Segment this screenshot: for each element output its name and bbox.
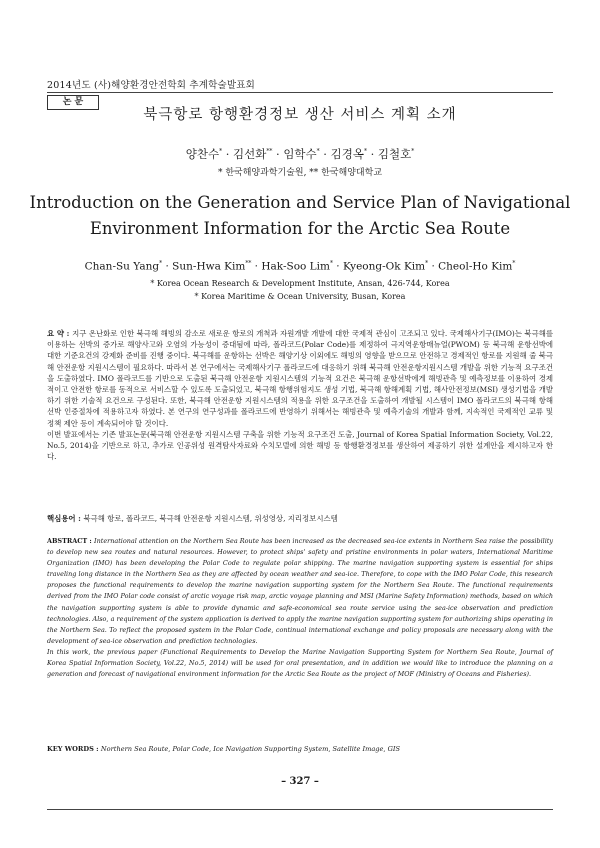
title-korean: 북극항로 항행환경정보 생산 서비스 계획 소개 — [143, 107, 457, 123]
author-mark: * — [411, 148, 415, 156]
author-mark: * — [512, 260, 516, 267]
abstract-korean — [47, 328, 553, 462]
author-separator: · — [272, 147, 284, 161]
footer-rule — [47, 809, 553, 810]
author-en: Cheol-Ho Kim — [438, 260, 513, 273]
abstract-english-label: ABSTRACT : — [47, 537, 95, 545]
page-number: – 327 – — [281, 776, 319, 787]
conference-header: 2014년도 (사)해양환경안전학회 추계학술발표회 — [47, 80, 256, 91]
author-mark: ** — [266, 148, 273, 156]
author-mark: * — [159, 260, 163, 267]
keywords-korean-text: 북극해 항로, 폴라코드, 북극해 안전운항 지원시스템, 위성영상, 지리정보시스템 — [83, 514, 338, 523]
keywords-korean — [47, 513, 553, 524]
keywords-korean-label: 핵심용어 : — [47, 514, 84, 523]
abstract-english — [47, 536, 553, 680]
abstract-korean-label: 요 약 : — [47, 329, 73, 338]
author-mark: * — [219, 148, 223, 156]
author-separator: · — [332, 260, 343, 273]
author-en: Kyeong-Ok Kim — [342, 260, 426, 273]
abstract-english-paragraph-1: International attention on the Northern Sea Route has been increased as the decreased sea-ice extents in Northern Sea raise the possibility to develop new sea routes and natural resources. However, to protect ships' safety and pristine environments in polar waters, International Maritime Organization (IMO) has been developing the Polar Code to regulate polar shipping. The marine navigation supporting system is essential for ships traveling long distance in the Northern Sea as they are affected by ocean weather and sea-ice. Therefore, to cope with the IMO Polar Code, this research proposes the functional requirements to develop the marine navigation supporting system for the Northern Sea Route. The functional requirements derived from the IMO Polar code consist of arctic voyage risk map, arctic voyage planning and MSI (Marine Safety Information) methods, based on which the navigation supporting system is able to provide dynamic and safe-economical sea route service using the sea-ice observation and prediction technologies. Also, a requirement of the system application is derived to apply the marine navigation supporting system for authorizing ships operating in the Northern Sea. To reflect the proposed system in the Polar Code, continual international exchange and policy proposals are necessary along with the development of sea-ice observation and prediction technologies. — [47, 537, 553, 645]
title-english-line1: Introduction on the Generation and Service Plan of Navigational — [29, 193, 571, 212]
abstract-korean-paragraph-2: 이번 발표에서는 기존 발표논문(북극해 안전운항 지원시스템 구축을 위한 기능적 요구조건 도출, Journal of Korea Spatial Information Society, Vol.22, No.5, 2014)을 기반으로 하고, 추가로 인공위성 원격탐사자료와 수치모델에 의한 해빙 등 항행환경정보를 생산하여 제공하기 위한 설계안을 제시하고자 한다. — [47, 429, 553, 462]
keywords-english-label: KEY WORDS : — [47, 745, 101, 753]
author-separator: · — [162, 260, 173, 273]
title-english — [0, 190, 600, 242]
article-type-badge: 논 문 — [47, 95, 99, 110]
authors-english — [0, 260, 600, 273]
affiliation-english-1: * Korea Ocean Research & Development Institute, Ansan, 426-744, Korea — [150, 279, 450, 288]
author-mark: * — [329, 260, 333, 267]
author-ko: 임학수 — [283, 147, 317, 161]
author-en: Sun-Hwa Kim — [172, 260, 246, 273]
author-ko: 김선화 — [233, 147, 267, 161]
author-mark: * — [316, 148, 320, 156]
author-en: Chan-Su Yang — [84, 260, 160, 273]
keywords-english — [47, 745, 553, 753]
affiliation-korean: * 한국해양과학기술원, ** 한국해양대학교 — [217, 168, 383, 178]
affiliation-english-2: * Korea Maritime & Ocean University, Busan, Korea — [194, 292, 406, 301]
header-rule — [47, 92, 553, 93]
author-ko: 김경옥 — [330, 147, 364, 161]
author-mark: * — [425, 260, 429, 267]
author-ko: 김철호 — [377, 147, 412, 161]
author-separator: · — [428, 260, 439, 273]
author-en: Hak-Soo Lim — [261, 260, 330, 273]
abstract-korean-paragraph-1: 지구 온난화로 인한 북극해 해빙의 감소로 새로운 항로의 개척과 자원개발 개발에 대한 국제적 관심이 고조되고 있다. 국제해사기구(IMO)는 북극해를 이용하는 선박의 증가로 해양사고와 오염의 가능성이 증대됨에 따라, 폴라코드(Polar Code)를 제정하여 극지역운항매뉴얼(PWOM) 등 북극해 운항선박에 대한 기준요건의 강제화 준비를 진행 중이다. 북극해를 운항하는 선박은 해양기상 이외에도 해빙의 영향을 받으므로 안전하고 경제적인 항로를 지원해 줄 북극해 안전운항 지원시스템이 필요하다. 따라서 본 연구에서는 국제해사기구 폴라코드에 대응하기 위해 북극해 안전운항지원시스템 개발을 위한 기능적 요구조건을 도출하였다. IMO 폴라코드를 기반으로 도출된 북극해 안전운항 지원시스템의 기능적 요건은 북극해 운항선박에게 해빙관측 및 예측정보를 이용하여 경제적이고 안전한 항로를 동적으로 서비스할 수 있도록 도출되었고, 북극해 항행위험지도 생성 기법, 북극해 항해계획 기법, 해사안전정보(MSI) 생성기법을 개발하기 위한 기술적 요건으로 구성된다. 또한, 북극해 안전운항 지원시스템의 적용을 위한 요구조건을 도출하여 개발될 시스템이 IMO 폴라코드의 북극해 항해선박 인증절차에 적용하고자 하였다. 본 연구의 연구성과를 폴라코드에 반영하기 위해서는 해빙관측 및 예측기술의 개발과 함께, 지속적인 국제적인 교류 및 정책 제안 등이 계속되어야 할 것이다. — [47, 329, 553, 428]
author-mark: ** — [245, 260, 252, 267]
author-separator: · — [366, 147, 378, 161]
title-english-line2: Environment Information for the Arctic Sea Route — [89, 219, 511, 238]
author-separator: · — [251, 260, 262, 273]
author-separator: · — [222, 147, 234, 161]
author-separator: · — [319, 147, 331, 161]
authors-korean — [0, 146, 600, 162]
abstract-english-paragraph-2: In this work, the previous paper (Functional Requirements to Develop the Marine Navigation Supporting System for Northern Sea Route, Journal of Korea Spatial Information Society, Vol.22, No.5, 2014) will be used for oral presentation, and in addition we would like to introduce the planning on a generation and forecast of navigational environment information for the Arctic Sea Route as the project of MOF (Ministry of Oceans and Fisheries). — [47, 647, 553, 679]
author-mark: * — [363, 148, 367, 156]
author-ko: 양찬수 — [185, 147, 220, 161]
keywords-english-text: Northern Sea Route, Polar Code, Ice Navigation Supporting System, Satellite Image, GIS — [100, 745, 401, 753]
